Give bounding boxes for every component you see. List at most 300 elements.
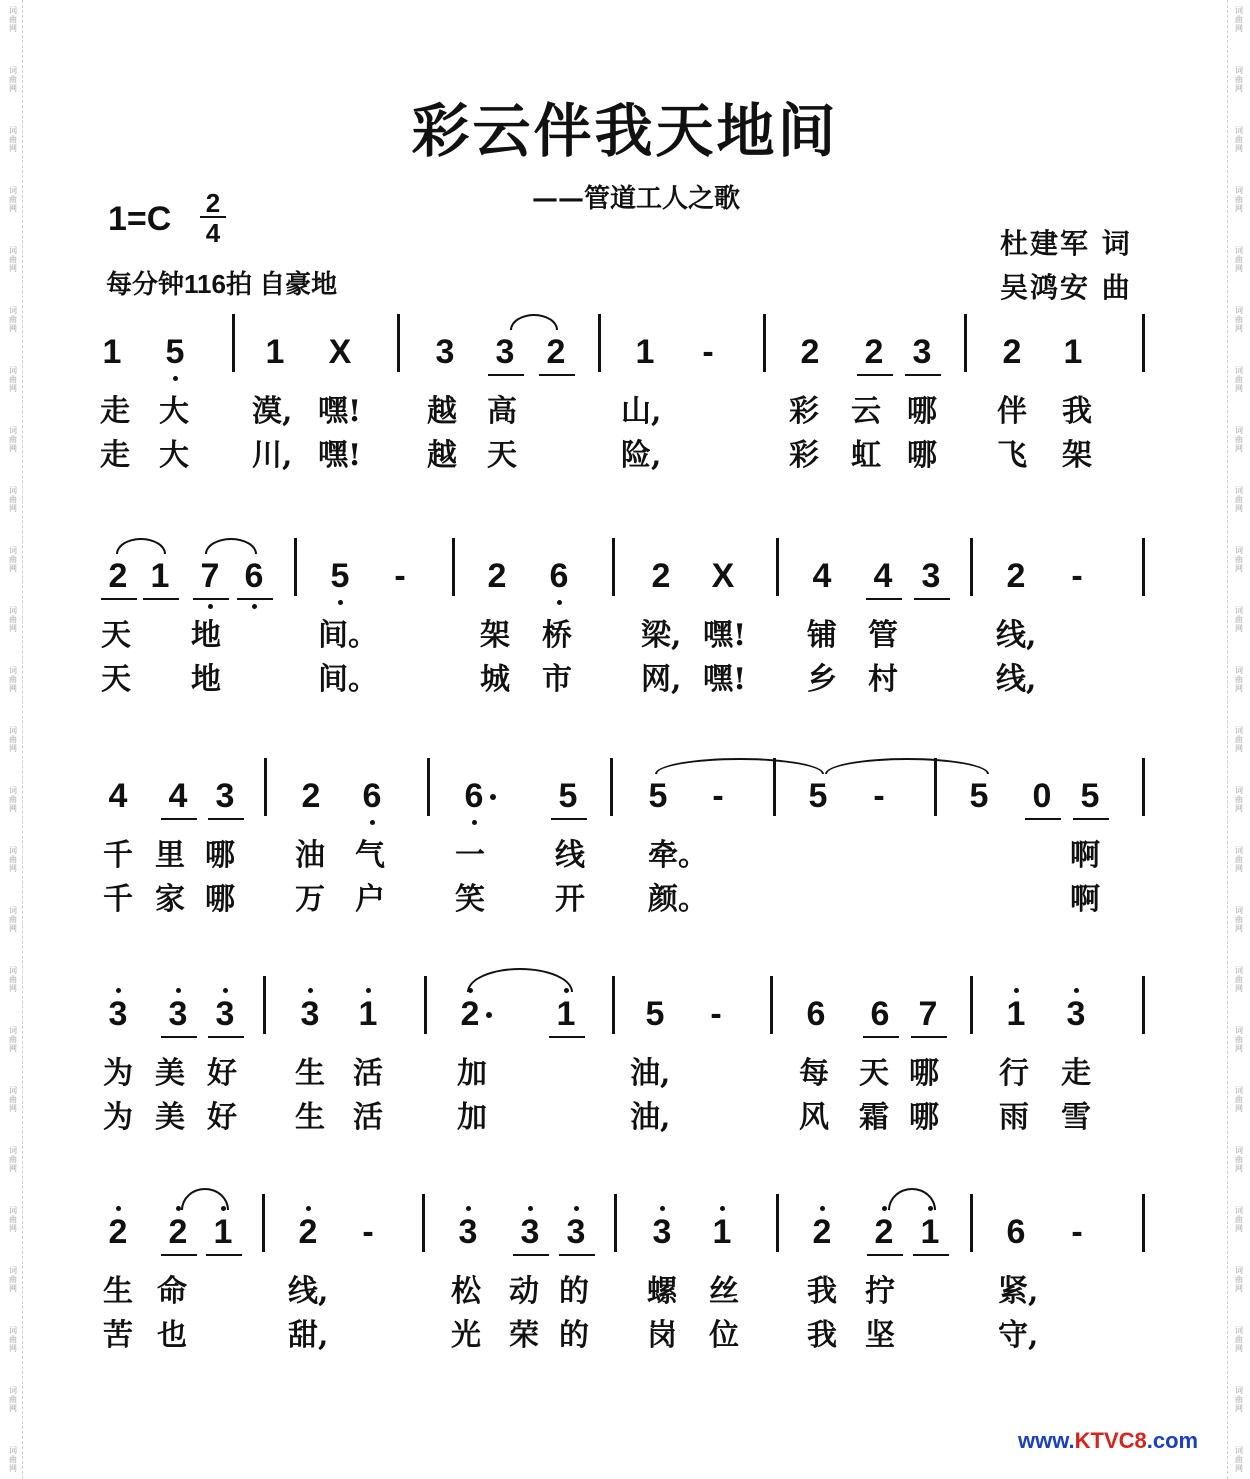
- bar-line: [610, 758, 613, 816]
- note: 2: [864, 333, 884, 371]
- slur-mark: [205, 538, 257, 554]
- lyric-verse2: 越: [427, 438, 457, 473]
- eighth-underline: [551, 818, 587, 820]
- song-subtitle: ——管道工人之歌: [532, 184, 741, 214]
- eighth-underline: [539, 374, 575, 376]
- lyric-verse1: 嘿!: [703, 618, 747, 653]
- bar-line: [452, 538, 455, 596]
- note: 4: [812, 557, 832, 595]
- lyric-verse2: 家: [155, 882, 185, 917]
- lyric-verse1: 走: [1061, 1056, 1091, 1091]
- bar-line: [970, 538, 973, 596]
- lyric-verse1: 生: [295, 1056, 325, 1091]
- edge-watermark-stamp: 词 曲 网: [9, 606, 17, 633]
- upper-octave-dot: [468, 988, 473, 993]
- lyric-verse1: 哪: [909, 1056, 939, 1091]
- lyric-verse2: 霜: [859, 1100, 889, 1135]
- note: 2: [460, 995, 480, 1033]
- note: -: [1071, 1213, 1083, 1251]
- lyric-verse1: 管: [868, 618, 898, 653]
- upper-octave-dot: [176, 1206, 181, 1211]
- edge-watermark-stamp: 词 曲 网: [1235, 426, 1243, 453]
- note: 1: [920, 1213, 940, 1251]
- note: 2: [812, 1213, 832, 1251]
- edge-watermark-stamp: 词 曲 网: [9, 366, 17, 393]
- eighth-underline: [857, 374, 893, 376]
- lyric-verse2: 飞: [997, 438, 1027, 473]
- slur-mark: [116, 538, 166, 554]
- edge-watermark-stamp: 词 曲 网: [1235, 726, 1243, 753]
- note: -: [702, 333, 714, 371]
- eighth-underline: [1025, 818, 1061, 820]
- edge-watermark-stamp: 词 曲 网: [1235, 1086, 1243, 1113]
- upper-octave-dot: [308, 988, 313, 993]
- edge-watermark-stamp: 词 曲 网: [9, 1206, 17, 1233]
- lyric-verse1: 的: [559, 1274, 589, 1309]
- note: 2: [800, 333, 820, 371]
- edge-watermark-stamp: 词 曲 网: [9, 1146, 17, 1173]
- edge-watermark-stamp: 词 曲 网: [9, 666, 17, 693]
- slur-mark: [467, 968, 573, 992]
- upper-octave-dot: [366, 988, 371, 993]
- lyric-verse2: 村: [868, 662, 898, 697]
- lyric-verse2: 美: [155, 1100, 185, 1135]
- upper-octave-dot: [528, 1206, 533, 1211]
- note: 3: [215, 777, 235, 815]
- lyric-verse1: 加: [457, 1056, 487, 1091]
- lyric-verse2: 城: [480, 662, 510, 697]
- lyric-verse2: 啊: [1070, 882, 1100, 917]
- lyric-verse2: 活: [353, 1100, 383, 1135]
- note: 2: [487, 557, 507, 595]
- edge-watermark-stamp: 词 曲 网: [1235, 306, 1243, 333]
- lyric-verse2: 开: [555, 882, 585, 917]
- note: 2: [108, 557, 128, 595]
- eighth-underline: [208, 1036, 244, 1038]
- note: 4: [108, 777, 128, 815]
- edge-watermark-stamp: 词 曲 网: [9, 966, 17, 993]
- lower-octave-dot: [208, 604, 213, 609]
- bar-line: [264, 758, 267, 816]
- lyric-verse1: 行: [999, 1056, 1029, 1091]
- eighth-underline: [208, 818, 244, 820]
- note: 2: [168, 1213, 188, 1251]
- lyric-verse1: 梁,: [641, 618, 682, 653]
- lyric-verse2: 天: [487, 438, 517, 473]
- lyric-verse2: 颜。: [648, 882, 708, 917]
- note: 6: [362, 777, 382, 815]
- eighth-underline: [143, 598, 179, 600]
- note: 2: [1006, 557, 1026, 595]
- note: 7: [918, 995, 938, 1033]
- lyric-verse2: 哪: [909, 1100, 939, 1135]
- edge-watermark-stamp: 词 曲 网: [9, 786, 17, 813]
- note: 4: [168, 777, 188, 815]
- note: -: [710, 995, 722, 1033]
- edge-watermark-stamp: 词 曲 网: [9, 6, 17, 33]
- lower-octave-dot: [472, 820, 477, 825]
- lyric-verse1: 动: [509, 1274, 539, 1309]
- note: X: [328, 333, 352, 371]
- bar-line: [1142, 758, 1145, 816]
- lyric-verse1: 走: [100, 394, 130, 429]
- edge-watermark-stamp: 词 曲 网: [1235, 66, 1243, 93]
- note: 5: [1080, 777, 1100, 815]
- augmentation-dot: [490, 794, 496, 800]
- upper-octave-dot: [564, 988, 569, 993]
- lyric-verse1: 我: [807, 1274, 837, 1309]
- edge-watermark-stamp: 词 曲 网: [1235, 1386, 1243, 1413]
- note: 1: [1006, 995, 1026, 1033]
- lyric-verse2: 为: [103, 1100, 133, 1135]
- lyric-verse2: 加: [457, 1100, 487, 1135]
- bar-line: [970, 976, 973, 1034]
- slur-mark: [510, 314, 558, 330]
- edge-watermark-stamp: 词 曲 网: [9, 906, 17, 933]
- lower-octave-dot: [557, 600, 562, 605]
- note: 3: [912, 333, 932, 371]
- note: 1: [102, 333, 122, 371]
- eighth-underline: [866, 598, 902, 600]
- lyric-verse2: 乡: [807, 662, 837, 697]
- lyric-verse1: 松: [451, 1274, 481, 1309]
- bar-line: [614, 1194, 617, 1252]
- note: 3: [566, 1213, 586, 1251]
- slur-mark: [655, 758, 824, 774]
- key-signature: 1=C: [108, 200, 172, 238]
- lyric-verse1: 气: [355, 838, 385, 873]
- edge-watermark-stamp: 词 曲 网: [1235, 1266, 1243, 1293]
- edge-watermark-stamp: 词 曲 网: [9, 1086, 17, 1113]
- upper-octave-dot: [882, 1206, 887, 1211]
- bar-line: [763, 314, 766, 372]
- lyric-verse1: 牵。: [648, 838, 708, 873]
- lyric-verse2: 也: [157, 1318, 187, 1353]
- lyric-verse2: 守,: [998, 1318, 1039, 1353]
- edge-watermark-stamp: 词 曲 网: [1235, 786, 1243, 813]
- lyric-verse1: 彩: [789, 394, 819, 429]
- lyric-verse1: 大: [159, 394, 189, 429]
- eighth-underline: [193, 598, 229, 600]
- note: 1: [635, 333, 655, 371]
- time-signature: [198, 188, 228, 246]
- eighth-underline: [914, 598, 950, 600]
- edge-watermark-stamp: 词 曲 网: [9, 126, 17, 153]
- upper-octave-dot: [116, 988, 121, 993]
- lyric-verse1: 我: [1062, 394, 1092, 429]
- upper-octave-dot: [820, 1206, 825, 1211]
- time-signature-bottom: 4: [205, 218, 221, 248]
- edge-watermark-stamp: 词 曲 网: [1235, 186, 1243, 213]
- lyric-verse2: 川,: [252, 438, 293, 473]
- note: 3: [168, 995, 188, 1033]
- lyric-verse2: 市: [542, 662, 572, 697]
- upper-octave-dot: [720, 1206, 725, 1211]
- lyric-verse1: 天: [101, 618, 131, 653]
- upper-octave-dot: [223, 988, 228, 993]
- lyric-verse1: 伴: [997, 394, 1027, 429]
- lyric-verse2: 光: [451, 1318, 481, 1353]
- note: 2: [546, 333, 566, 371]
- bar-line: [598, 314, 601, 372]
- edge-watermark-stamp: 词 曲 网: [9, 186, 17, 213]
- eighth-underline: [863, 1036, 899, 1038]
- eighth-underline: [905, 374, 941, 376]
- lyric-verse2: 虹: [851, 438, 881, 473]
- lyric-verse1: 线: [555, 838, 585, 873]
- lower-octave-dot: [338, 600, 343, 605]
- lyric-verse1: 为: [103, 1056, 133, 1091]
- bar-line: [263, 976, 266, 1034]
- song-title: 彩云伴我天地间: [411, 97, 839, 165]
- note: 1: [265, 333, 285, 371]
- note: 6: [1006, 1213, 1026, 1251]
- edge-watermark-stamp: 词 曲 网: [9, 1266, 17, 1293]
- lyric-verse2: 荣: [509, 1318, 539, 1353]
- bar-line: [770, 976, 773, 1034]
- lyric-verse1: 美: [155, 1056, 185, 1091]
- note: 6: [806, 995, 826, 1033]
- note: 7: [200, 557, 220, 595]
- tempo-marking: 每分钟116拍 自豪地: [106, 269, 338, 299]
- note: 5: [969, 777, 989, 815]
- lower-octave-dot: [370, 820, 375, 825]
- lyric-verse1: 每: [799, 1056, 829, 1091]
- note: 3: [921, 557, 941, 595]
- lyric-verse2: 地: [191, 662, 221, 697]
- lyric-verse2: 好: [207, 1100, 237, 1135]
- note: 6: [464, 777, 484, 815]
- note: 6: [244, 557, 264, 595]
- lyric-verse1: 漠,: [252, 394, 293, 429]
- lyric-verse2: 位: [709, 1318, 739, 1353]
- edge-watermark-stamp: 词 曲 网: [9, 1026, 17, 1053]
- upper-octave-dot: [466, 1206, 471, 1211]
- note: -: [873, 777, 885, 815]
- eighth-underline: [161, 1036, 197, 1038]
- bar-line: [422, 1194, 425, 1252]
- lyric-verse2: 走: [100, 438, 130, 473]
- note: 2: [1002, 333, 1022, 371]
- note: -: [394, 557, 406, 595]
- edge-watermark-stamp: 词 曲 网: [1235, 1146, 1243, 1173]
- lyric-verse2: 天: [101, 662, 131, 697]
- lyric-verse1: 活: [353, 1056, 383, 1091]
- note: 1: [1063, 333, 1083, 371]
- lyric-verse1: 间。: [318, 618, 378, 653]
- eighth-underline: [161, 1254, 197, 1256]
- bar-line: [262, 1194, 265, 1252]
- slur-mark: [825, 758, 989, 774]
- lyric-verse1: 地: [191, 618, 221, 653]
- bar-line: [970, 1194, 973, 1252]
- note: 2: [651, 557, 671, 595]
- edge-watermark-stamp: 词 曲 网: [1235, 1446, 1243, 1473]
- augmentation-dot: [486, 1012, 492, 1018]
- lyric-verse1: 生: [103, 1274, 133, 1309]
- note: -: [362, 1213, 374, 1251]
- lyric-verse1: 越: [427, 394, 457, 429]
- bar-line: [1142, 1194, 1145, 1252]
- bar-line: [1142, 314, 1145, 372]
- lyric-verse1: 铺: [807, 618, 837, 653]
- bar-line: [232, 314, 235, 372]
- lyric-verse2: 生: [295, 1100, 325, 1135]
- lyric-verse2: 千: [103, 882, 133, 917]
- edge-watermark-stamp: 词 曲 网: [9, 246, 17, 273]
- eighth-underline: [913, 1254, 949, 1256]
- note: 5: [645, 995, 665, 1033]
- lower-octave-dot: [252, 604, 257, 609]
- edge-watermark-stamp: 词 曲 网: [9, 1386, 17, 1413]
- lyric-verse2: 的: [559, 1318, 589, 1353]
- edge-watermark-stamp: 词 曲 网: [1235, 1326, 1243, 1353]
- note: 2: [298, 1213, 318, 1251]
- eighth-underline: [867, 1254, 903, 1256]
- site-prefix: www.: [1018, 1428, 1075, 1453]
- lyric-verse1: 螺: [647, 1274, 677, 1309]
- lyric-verse1: 线,: [288, 1274, 329, 1309]
- lyric-verse2: 雨: [999, 1100, 1029, 1135]
- edge-watermark-stamp: 词 曲 网: [9, 426, 17, 453]
- lyric-verse1: 哪: [907, 394, 937, 429]
- composer-credit: 吴鸿安 曲: [1000, 271, 1132, 304]
- site-watermark: [1018, 1428, 1198, 1454]
- bar-line: [424, 976, 427, 1034]
- lyric-verse2: 架: [1062, 438, 1092, 473]
- note: 5: [330, 557, 350, 595]
- lyric-verse1: 油,: [630, 1056, 671, 1091]
- edge-watermark-stamp: 词 曲 网: [9, 486, 17, 513]
- note: 6: [870, 995, 890, 1033]
- note: 3: [458, 1213, 478, 1251]
- lyric-verse2: 嘿!: [703, 662, 747, 697]
- lyric-verse1: 嘿!: [318, 394, 362, 429]
- note: 0: [1032, 777, 1052, 815]
- note: -: [712, 777, 724, 815]
- bar-line: [776, 1194, 779, 1252]
- lyric-verse1: 天: [859, 1056, 889, 1091]
- note: 2: [108, 1213, 128, 1251]
- lyric-verse1: 油: [295, 838, 325, 873]
- note: 3: [435, 333, 455, 371]
- note: 5: [558, 777, 578, 815]
- note: 1: [150, 557, 170, 595]
- lyric-verse2: 间。: [318, 662, 378, 697]
- lyric-verse2: 嘿!: [318, 438, 362, 473]
- eighth-underline: [237, 598, 273, 600]
- upper-octave-dot: [928, 1206, 933, 1211]
- edge-watermark-stamp: 词 曲 网: [9, 846, 17, 873]
- upper-octave-dot: [1074, 988, 1079, 993]
- upper-octave-dot: [116, 1206, 121, 1211]
- note: 3: [495, 333, 515, 371]
- bar-line: [1142, 538, 1145, 596]
- edge-watermark-stamp: 词 曲 网: [1235, 1206, 1243, 1233]
- lyric-verse2: 笑: [455, 882, 485, 917]
- eighth-underline: [1073, 818, 1109, 820]
- lower-octave-dot: [173, 376, 178, 381]
- bar-line: [294, 538, 297, 596]
- lyric-verse2: 哪: [205, 882, 235, 917]
- lyric-verse2: 坚: [865, 1318, 895, 1353]
- edge-watermark-stamp: 词 曲 网: [9, 546, 17, 573]
- edge-watermark-stamp: 词 曲 网: [1235, 1026, 1243, 1053]
- eighth-underline: [559, 1254, 595, 1256]
- lyric-verse1: 云: [851, 394, 881, 429]
- lyric-verse1: 桥: [542, 618, 572, 653]
- lyric-verse1: 命: [157, 1274, 187, 1309]
- note: 3: [300, 995, 320, 1033]
- lyricist-credit: 杜建军 词: [1000, 227, 1132, 260]
- lyric-verse2: 雪: [1061, 1100, 1091, 1135]
- upper-octave-dot: [176, 988, 181, 993]
- note: 3: [108, 995, 128, 1033]
- edge-watermark-stamp: 词 曲 网: [1235, 6, 1243, 33]
- edge-watermark-stamp: 词 曲 网: [1235, 486, 1243, 513]
- edge-watermark-stamp: 词 曲 网: [1235, 906, 1243, 933]
- lyric-verse1: 丝: [709, 1274, 739, 1309]
- eighth-underline: [911, 1036, 947, 1038]
- note: -: [1071, 557, 1083, 595]
- lyric-verse1: 紧,: [998, 1274, 1039, 1309]
- lyric-verse2: 哪: [907, 438, 937, 473]
- note: 3: [215, 995, 235, 1033]
- lyric-verse1: 拧: [865, 1274, 895, 1309]
- eighth-underline: [513, 1254, 549, 1256]
- bar-line: [1142, 976, 1145, 1034]
- note: 3: [520, 1213, 540, 1251]
- edge-watermark-stamp: 词 曲 网: [1235, 546, 1243, 573]
- bar-line: [776, 538, 779, 596]
- edge-watermark-stamp: 词 曲 网: [1235, 126, 1243, 153]
- edge-watermark-stamp: 词 曲 网: [9, 1326, 17, 1353]
- lyric-verse1: 哪: [205, 838, 235, 873]
- note: 6: [549, 557, 569, 595]
- edge-watermark-stamp: 词 曲 网: [1235, 606, 1243, 633]
- upper-octave-dot: [660, 1206, 665, 1211]
- bar-line: [612, 538, 615, 596]
- edge-watermark-stamp: 词 曲 网: [9, 66, 17, 93]
- lyric-verse2: 苦: [103, 1318, 133, 1353]
- note: X: [711, 557, 735, 595]
- eighth-underline: [161, 818, 197, 820]
- lyric-verse1: 架: [480, 618, 510, 653]
- eighth-underline: [206, 1254, 242, 1256]
- lyric-verse2: 彩: [789, 438, 819, 473]
- eighth-underline: [549, 1036, 585, 1038]
- lyric-verse2: 我: [807, 1318, 837, 1353]
- lyric-verse1: 高: [487, 394, 517, 429]
- note: 5: [165, 333, 185, 371]
- lyric-verse2: 户: [355, 882, 385, 917]
- lyric-verse2: 万: [295, 882, 325, 917]
- note: 1: [556, 995, 576, 1033]
- lyric-verse2: 大: [159, 438, 189, 473]
- lyric-verse1: 线,: [996, 618, 1037, 653]
- site-suffix: .com: [1146, 1428, 1199, 1453]
- lyric-verse2: 险,: [621, 438, 662, 473]
- note: 3: [1066, 995, 1086, 1033]
- note: 2: [874, 1213, 894, 1251]
- lyric-verse2: 风: [799, 1100, 829, 1135]
- lyric-verse1: 好: [207, 1056, 237, 1091]
- bar-line: [427, 758, 430, 816]
- site-brand: KTVC8: [1074, 1428, 1147, 1453]
- lyric-verse2: 甜,: [288, 1318, 329, 1353]
- lyric-verse2: 油,: [630, 1100, 671, 1135]
- lyric-verse2: 岗: [647, 1318, 677, 1353]
